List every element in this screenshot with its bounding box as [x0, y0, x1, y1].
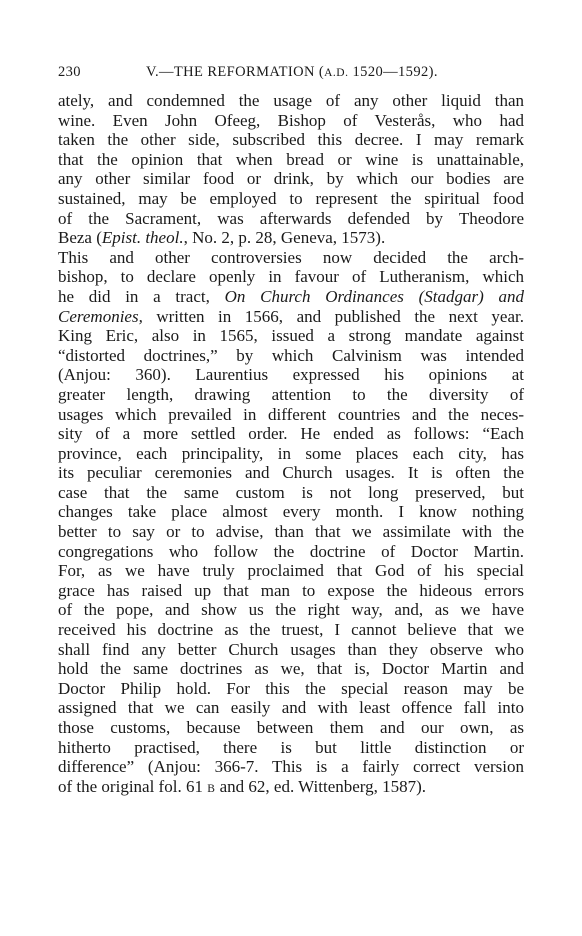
- citation-title: Epist. theol.: [101, 228, 184, 248]
- text-line: of the Sacrament, was afterwards defended by Theodore: [58, 208, 524, 228]
- text-run: written in 1566, and published the next year.: [142, 306, 524, 326]
- text-line: sity of a more settled order. He ended as follows: “Each: [58, 424, 524, 444]
- text-line: Doctor Philip hold. For this the special reason may be: [58, 678, 524, 698]
- text-run: and 62, ed. Wittenberg, 1587).: [215, 776, 427, 796]
- text-line: hitherto practised, there is but little distinction or: [58, 737, 524, 757]
- tract-title-cont: Ceremonies,: [58, 306, 143, 326]
- text-line: taken the other side, subscribed this decree. I may remark: [58, 130, 524, 150]
- text-line: King Eric, also in 1565, issued a strong mandate against: [58, 326, 524, 346]
- running-head: [58, 64, 528, 86]
- text-line: congregations who follow the doctrine of Doctor Martin.: [58, 541, 524, 561]
- text-run: Beza (: [58, 228, 102, 248]
- text-line: greater length, drawing attention to the diversity of: [58, 384, 524, 404]
- text-line: For, as we have truly proclaimed that God of his special: [58, 561, 524, 581]
- text-line: case that the same custom is not long preserved, but: [58, 482, 524, 502]
- text-line: shall find any better Church usages than they observe who: [58, 639, 524, 659]
- text-line: “distorted doctrines,” by which Calvinism was intended: [58, 345, 524, 365]
- text-line: [58, 228, 524, 248]
- text-line: [58, 287, 524, 307]
- text-line: (Anjou: 360). Laurentius expressed his opinions at: [58, 365, 524, 385]
- text-line: ately, and condemned the usage of any other liquid than: [58, 91, 524, 110]
- text-line: any other similar food or drink, by which our bodies are: [58, 169, 524, 189]
- text-line: sustained, may be employed to represent the spiritual food: [58, 188, 524, 208]
- text-line: bishop, to declare openly in favour of Lutheranism, which: [58, 267, 524, 287]
- body-text: [58, 91, 524, 796]
- text-line: better to say or to advise, than that we assimilate with the: [58, 522, 524, 542]
- text-run: he did in a tract,: [58, 286, 225, 306]
- text-line: that the opinion that when bread or wine is unattainable,: [58, 149, 524, 169]
- text-line: This and other controversies now decided the arch-: [58, 247, 524, 267]
- tract-title: On Church Ordinances (Stadgar) and: [224, 286, 524, 306]
- text-line: those customs, because between them and our own, as: [58, 718, 524, 737]
- text-line: wine. Even John Ofeeg, Bishop of Vesterås, who had: [58, 110, 524, 130]
- text-line: hold the same doctrines as we, that is, Doctor Martin and: [58, 659, 524, 679]
- running-title-dates: 1520—1592).: [348, 64, 438, 80]
- text-line: its peculiar ceremonies and Church usages. It is often the: [58, 463, 524, 483]
- page-number: 230: [58, 64, 81, 80]
- text-line: assigned that we can easily and with least offence fall into: [58, 698, 524, 718]
- text-line: province, each principality, in some places each city, has: [58, 443, 524, 463]
- text-line: received his doctrine as the truest, I cannot believe that we: [58, 620, 524, 640]
- text-line: usages which prevailed in different countries and the neces-: [58, 404, 524, 424]
- folio-letter: B: [207, 782, 216, 795]
- running-title-main: V.—THE REFORMATION (: [146, 64, 325, 80]
- text-run: of the original fol. 61: [58, 776, 208, 796]
- text-line: grace has raised up that man to expose the hideous errors: [58, 580, 524, 600]
- text-line: [58, 307, 524, 327]
- running-title-era: A.D.: [324, 67, 349, 79]
- text-run: , No. 2, p. 28, Geneva, 1573).: [183, 228, 386, 248]
- text-line: difference” (Anjou: 366-7. This is a fairly correct version: [58, 757, 524, 777]
- text-line: [58, 777, 524, 797]
- text-line: of the pope, and show us the right way, and, as we have: [58, 600, 524, 620]
- running-title: [146, 64, 438, 81]
- text-line: changes take place almost every month. I know nothing: [58, 502, 524, 522]
